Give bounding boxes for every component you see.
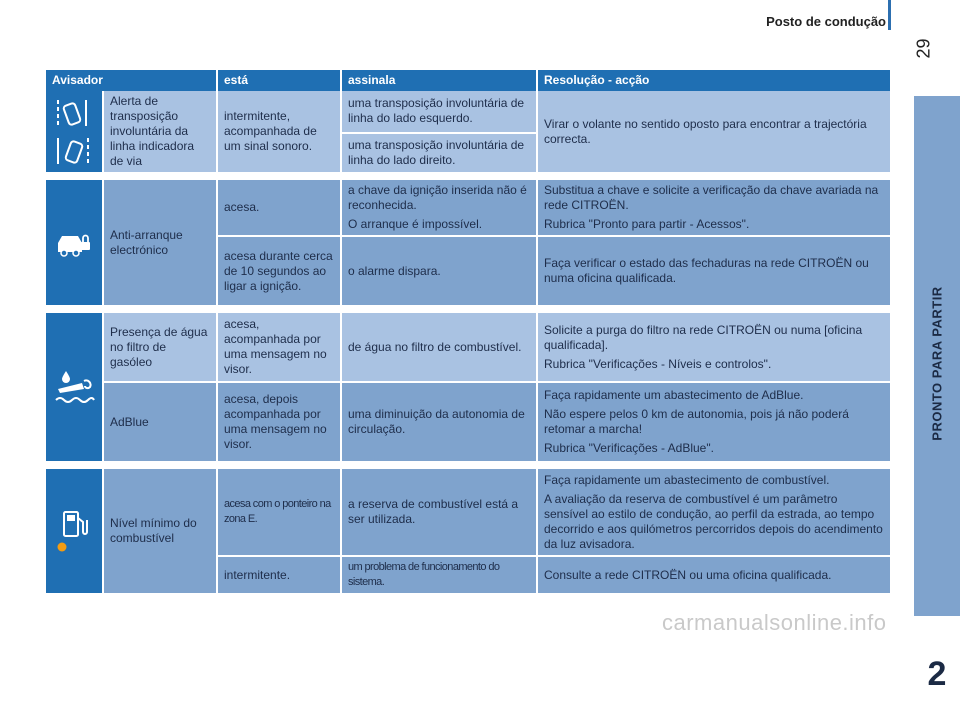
section-title: Posto de condução <box>766 14 886 29</box>
water-signal: de água no filtro de combustível. <box>342 313 538 383</box>
immobiliser-state-2: acesa durante cerca de 10 segundos ao ligar a ignição. <box>218 237 342 307</box>
table-row <box>46 313 892 383</box>
col-header-avisador: Avisador <box>46 70 218 91</box>
fuel-state-1: acesa com o ponteiro na zona E. <box>218 469 342 557</box>
lane-state: intermitente, acompanhada de um sinal sonoro. <box>218 91 342 174</box>
water-action-a: Solicite a purga do filtro na rede CITROËN ou numa [oficina qualificada]. <box>544 322 863 352</box>
header-rule <box>888 0 891 30</box>
warning-lamps-table <box>46 70 892 595</box>
water-state: acesa, acompanhada por uma mensagem no visor. <box>218 313 342 383</box>
immobiliser-name: Anti-arranque electrónico <box>104 180 218 307</box>
lane-action: Virar o volante no sentido oposto para encontrar a trajectória correcta. <box>538 91 892 174</box>
fuel-action-1a: Faça rapidamente um abastecimento de combustível. <box>544 472 830 487</box>
immobiliser-action-2: Faça verificar o estado das fechaduras na rede CITROËN ou numa oficina qualificada. <box>538 237 892 307</box>
table-row <box>46 180 892 237</box>
fuel-action-1b: A avaliação da reserva de combustível é um parâmetro sensível ao estilo de condução, ao perfil da estrada, ao tempo decorrido e aos quilómetros percorridos depois do acendimento da luz avisadora. <box>544 491 883 551</box>
lane-signal-left: uma transposição involuntária de linha do lado esquerdo. <box>342 91 538 134</box>
immobiliser-signal-1 <box>342 180 538 237</box>
watermark: carmanualsonline.info <box>662 610 887 635</box>
adblue-action <box>538 383 892 463</box>
fuel-pump-icon <box>46 469 104 595</box>
fuel-signal-2: um problema de funcionamento do sistema. <box>342 557 538 595</box>
adblue-action-b: Não espere pelos 0 km de autonomia, pois já não poderá retomar a marcha! <box>544 407 849 436</box>
immobiliser-signal-2: o alarme dispara. <box>342 237 538 307</box>
chapter-title: PRONTO PARA PARTIR <box>929 286 945 441</box>
lane-departure-icon <box>46 91 104 174</box>
adblue-action-a: Faça rapidamente um abastecimento de AdBlue. <box>544 388 804 402</box>
water-name: Presença de água no filtro de gasóleo <box>104 313 218 383</box>
chapter-number: 2 <box>927 655 947 693</box>
adblue-name: AdBlue <box>104 383 218 463</box>
col-header-assinala: assinala <box>342 70 538 91</box>
car-key-icon <box>46 180 104 307</box>
fuel-action-2: Consulte a rede CITROËN ou uma oficina qualificada. <box>538 557 892 595</box>
lane-name: Alerta de transposição involuntária da linha indicadora de via <box>104 91 218 174</box>
immobiliser-signal-1a: a chave da ignição inserida não é reconhecida. <box>348 183 527 212</box>
page-number: 29 <box>913 38 934 59</box>
immobiliser-state-1: acesa. <box>218 180 342 237</box>
fuel-state-2: intermitente. <box>218 557 342 595</box>
immobiliser-action-1b: Rubrica "Pronto para partir - Acessos". <box>544 217 750 231</box>
lane-signal-right: uma transposição involuntária de linha do lado direito. <box>342 134 538 175</box>
water-action <box>538 313 892 383</box>
fuel-name: Nível mínimo do combustível <box>104 469 218 595</box>
table-row <box>46 383 892 463</box>
chapter-tab <box>914 96 960 693</box>
adblue-action-c: Rubrica "Verificações - AdBlue". <box>544 441 714 455</box>
water-action-b: Rubrica "Verificações - Níveis e controlos". <box>544 356 772 371</box>
chapter-number-box <box>914 644 960 704</box>
fuel-signal-1: a reserva de combustível está a ser utilizada. <box>342 469 538 557</box>
table-row <box>46 469 892 557</box>
water-in-diesel-icon <box>46 313 104 463</box>
adblue-state: acesa, depois acompanhada por uma mensagem no visor. <box>218 383 342 463</box>
immobiliser-action-1 <box>538 180 892 237</box>
fuel-action-1 <box>538 469 892 557</box>
col-header-esta: está <box>218 70 342 91</box>
table-header <box>46 70 892 91</box>
immobiliser-action-1a: Substitua a chave e solicite a verificação da chave avariada na rede CITROËN. <box>544 183 879 212</box>
table-row <box>46 91 892 134</box>
immobiliser-signal-1b: O arranque é impossível. <box>348 217 483 231</box>
adblue-signal: uma diminuição da autonomia de circulação. <box>342 383 538 463</box>
col-header-resolucao: Resolução - acção <box>538 70 892 91</box>
